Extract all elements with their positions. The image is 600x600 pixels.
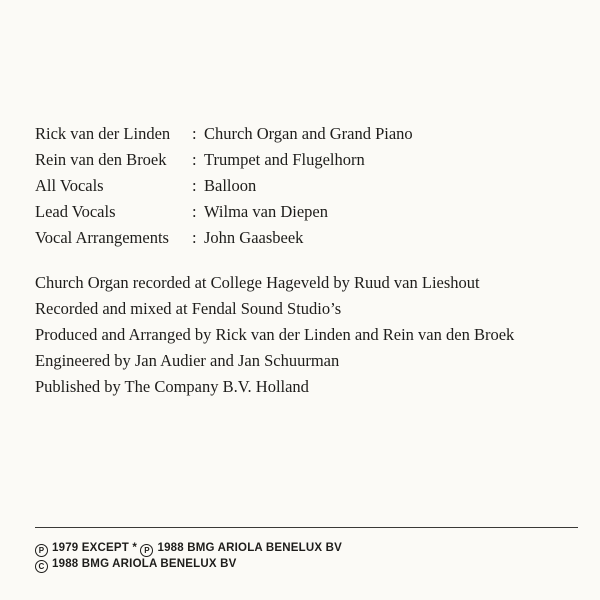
- credit-role: Church Organ and Grand Piano: [204, 124, 413, 143]
- credit-name: All Vocals: [35, 176, 104, 195]
- note-line: Church Organ recorded at College Hageveld by Ruud van Lieshout: [35, 273, 480, 292]
- phonogram-icon: P: [35, 544, 48, 557]
- note-line: Produced and Arranged by Rick van der Linden and Rein van den Broek: [35, 325, 515, 344]
- copyright-text: 1979 EXCEPT *: [52, 542, 138, 554]
- divider: [35, 527, 578, 528]
- credit-separator: :: [192, 150, 197, 169]
- credit-name: Vocal Arrangements: [35, 228, 169, 247]
- copyright-block: [35, 541, 342, 573]
- copyright-icon: C: [35, 560, 48, 573]
- credit-name: Lead Vocals: [35, 202, 116, 221]
- note-line: Recorded and mixed at Fendal Sound Studio’s: [35, 299, 342, 318]
- credit-role: Balloon: [204, 176, 257, 195]
- credit-name: Rein van den Broek: [35, 150, 167, 169]
- copyright-text: 1988 BMG ARIOLA BENELUX BV: [157, 542, 343, 554]
- credit-role: John Gaasbeek: [204, 228, 304, 247]
- credit-row: [35, 199, 413, 225]
- credit-separator: :: [192, 228, 197, 247]
- credit-row: [35, 121, 413, 147]
- note-line: Published by The Company B.V. Holland: [35, 377, 309, 396]
- credit-role: Trumpet and Flugelhorn: [204, 150, 365, 169]
- phonogram-icon: P: [140, 544, 153, 557]
- copyright-line: [35, 541, 342, 557]
- credit-role: Wilma van Diepen: [204, 202, 328, 221]
- credit-row: [35, 147, 413, 173]
- note-line: Engineered by Jan Audier and Jan Schuurman: [35, 351, 340, 370]
- credit-separator: :: [192, 176, 197, 195]
- credit-name: Rick van der Linden: [35, 124, 171, 143]
- credit-separator: :: [192, 202, 197, 221]
- personnel-credits: [35, 121, 413, 251]
- copyright-text: 1988 BMG ARIOLA BENELUX BV: [52, 558, 237, 570]
- credit-row: [35, 225, 413, 251]
- production-notes: [35, 270, 514, 400]
- copyright-line: [35, 557, 342, 573]
- credit-separator: :: [192, 124, 197, 143]
- credit-row: [35, 173, 413, 199]
